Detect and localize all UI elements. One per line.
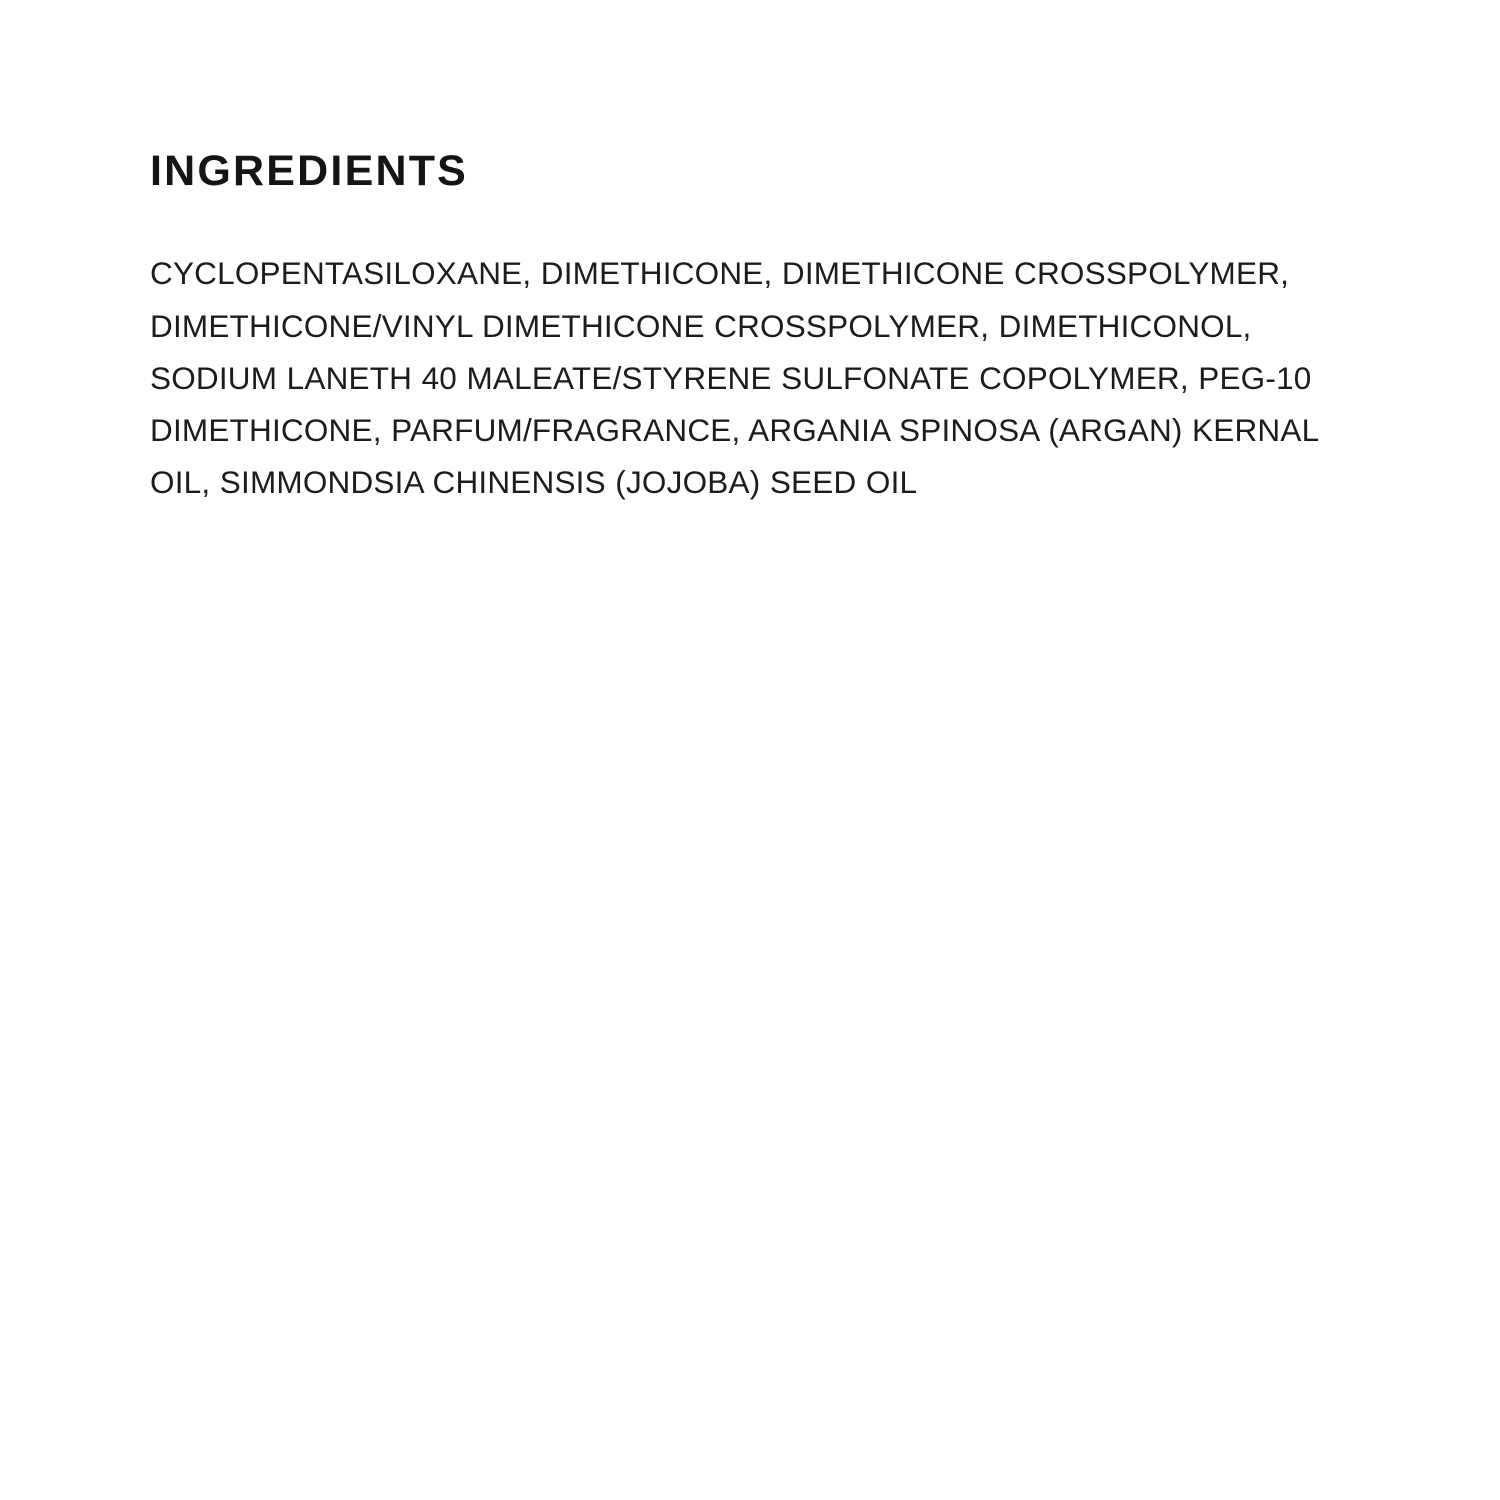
page-title: INGREDIENTS [150,147,469,195]
ingredients-list-text: CYCLOPENTASILOXANE, DIMETHICONE, DIMETHICONE CROSSPOLYMER, DIMETHICONE/VINYL DIMETHICONE CROSSPOLYMER, DIMETHICONOL, SODIUM LANETH 40 MALEATE/STYRENE SULFONATE COPOLYMER, PEG-10 DIMETHICONE, PARFUM/FRAGRANCE, ARGANIA SPINOSA (ARGAN) KERNAL OIL, SIMMONDSIA CHINENSIS (JOJOBA) SEED OIL [150,255,1319,501]
